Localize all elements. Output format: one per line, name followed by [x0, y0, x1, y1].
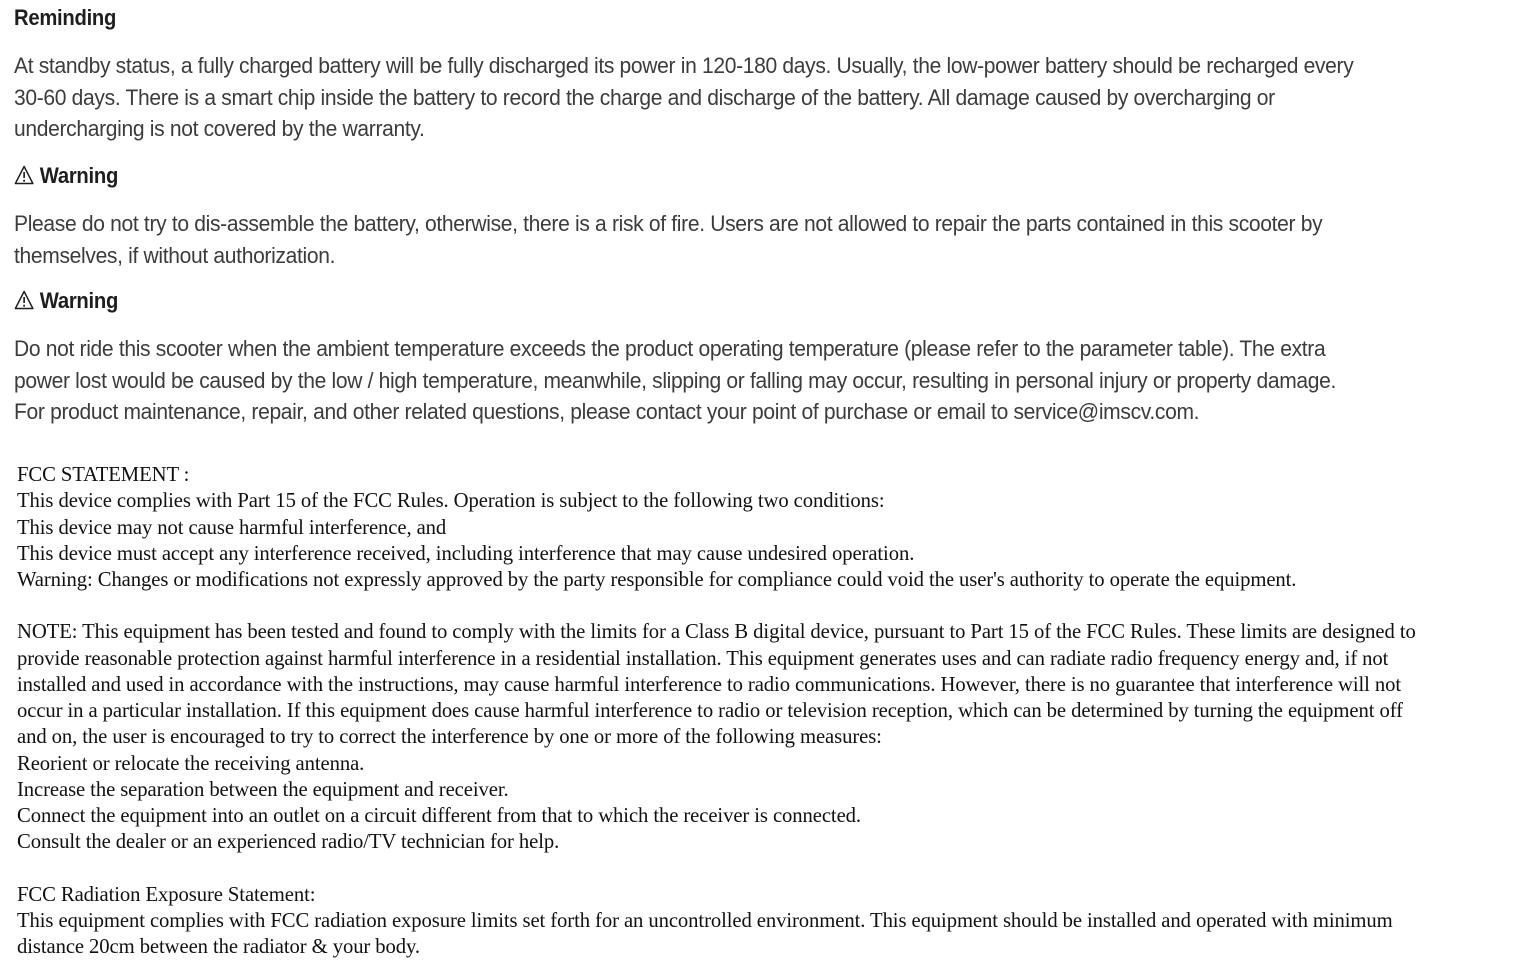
warning-triangle-icon: [14, 165, 34, 185]
warning-heading-2: [14, 288, 118, 314]
reminding-heading: [14, 5, 116, 31]
reminding-paragraph: [14, 50, 1353, 145]
warning-1-paragraph: [14, 208, 1322, 271]
fcc-radiation-line: distance 20cm between the radiator & your body.: [17, 934, 421, 958]
fcc-measure-item: Connect the equipment into an outlet on a circuit different from that to which the receiver is connected.: [17, 803, 861, 827]
fcc-note-line: occur in a particular installation. If this equipment does cause harmful interference to radio or television reception, which can be determined by turning the equipment off: [17, 698, 1403, 722]
fcc-statement-line: This device may not cause harmful interference, and: [17, 515, 447, 539]
fcc-note-line: installed and used in accordance with the instructions, may cause harmful interference to radio communications. However, there is no guarantee that interference will not: [17, 672, 1402, 696]
reminding-title: Reminding: [14, 5, 117, 30]
fcc-radiation-title: FCC Radiation Exposure Statement:: [17, 882, 316, 906]
fcc-statement-line: This device complies with Part 15 of the FCC Rules. Operation is subject to the following two conditions:: [17, 488, 885, 512]
fcc-measure-item: Consult the dealer or an experienced radio/TV technician for help.: [17, 829, 560, 853]
paragraph-line: 30-60 days. There is a smart chip inside the battery to record the charge and discharge of the battery. All damage caused by overcharging or: [14, 84, 1275, 110]
fcc-note-line: provide reasonable protection against harmful interference in a residential installation. This equipment generates uses and can radiate radio frequency energy and, if not: [17, 646, 1389, 670]
paragraph-line: Please do not try to dis-assemble the battery, otherwise, there is a risk of fire. Users are not allowed to repair the parts contained in this scooter by: [14, 211, 1323, 236]
paragraph-line: power lost would be caused by the low / high temperature, meanwhile, slipping or falling may occur, resulting in personal injury or property damage.: [14, 367, 1337, 393]
fcc-note-line: and on, the user is encouraged to try to correct the interference by one or more of the following measures:: [17, 724, 882, 748]
paragraph-line: Do not ride this scooter when the ambient temperature exceeds the product operating temperature (please refer to the parameter table). The extra: [14, 336, 1326, 361]
warning-triangle-icon: [14, 290, 34, 310]
fcc-statement-line: Warning: Changes or modifications not expressly approved by the party responsible for compliance could void the user's authority to operate the equipment.: [17, 567, 1297, 591]
paragraph-line: For product maintenance, repair, and other related questions, please contact your point of purchase or email to service@imscv.com.: [14, 399, 1200, 424]
paragraph-line: At standby status, a fully charged battery will be fully discharged its power in 120-180 days. Usually, the low-power battery should be recharged every: [14, 53, 1354, 78]
fcc-measure-item: Reorient or relocate the receiving antenna.: [17, 751, 365, 775]
fcc-radiation-line: This equipment complies with FCC radiation exposure limits set forth for an uncontrolled environment. This equipment should be installed and operated with minimum: [17, 908, 1393, 932]
warning-title: Warning: [39, 163, 119, 188]
warning-heading-1: [14, 163, 118, 189]
fcc-statement-title: FCC STATEMENT :: [17, 462, 190, 486]
fcc-measure-item: Increase the separation between the equipment and receiver.: [17, 777, 509, 801]
paragraph-line: undercharging is not covered by the warranty.: [14, 116, 425, 141]
paragraph-line: themselves, if without authorization.: [14, 242, 336, 268]
fcc-note-line: NOTE: This equipment has been tested and found to comply with the limits for a Class B digital device, pursuant to Part 15 of the FCC Rules. These limits are designed to: [17, 619, 1416, 643]
warning-2-paragraph: [14, 333, 1336, 428]
fcc-statement-line: This device must accept any interference received, including interference that may cause undesired operation.: [17, 541, 915, 565]
warning-title: Warning: [39, 288, 119, 313]
